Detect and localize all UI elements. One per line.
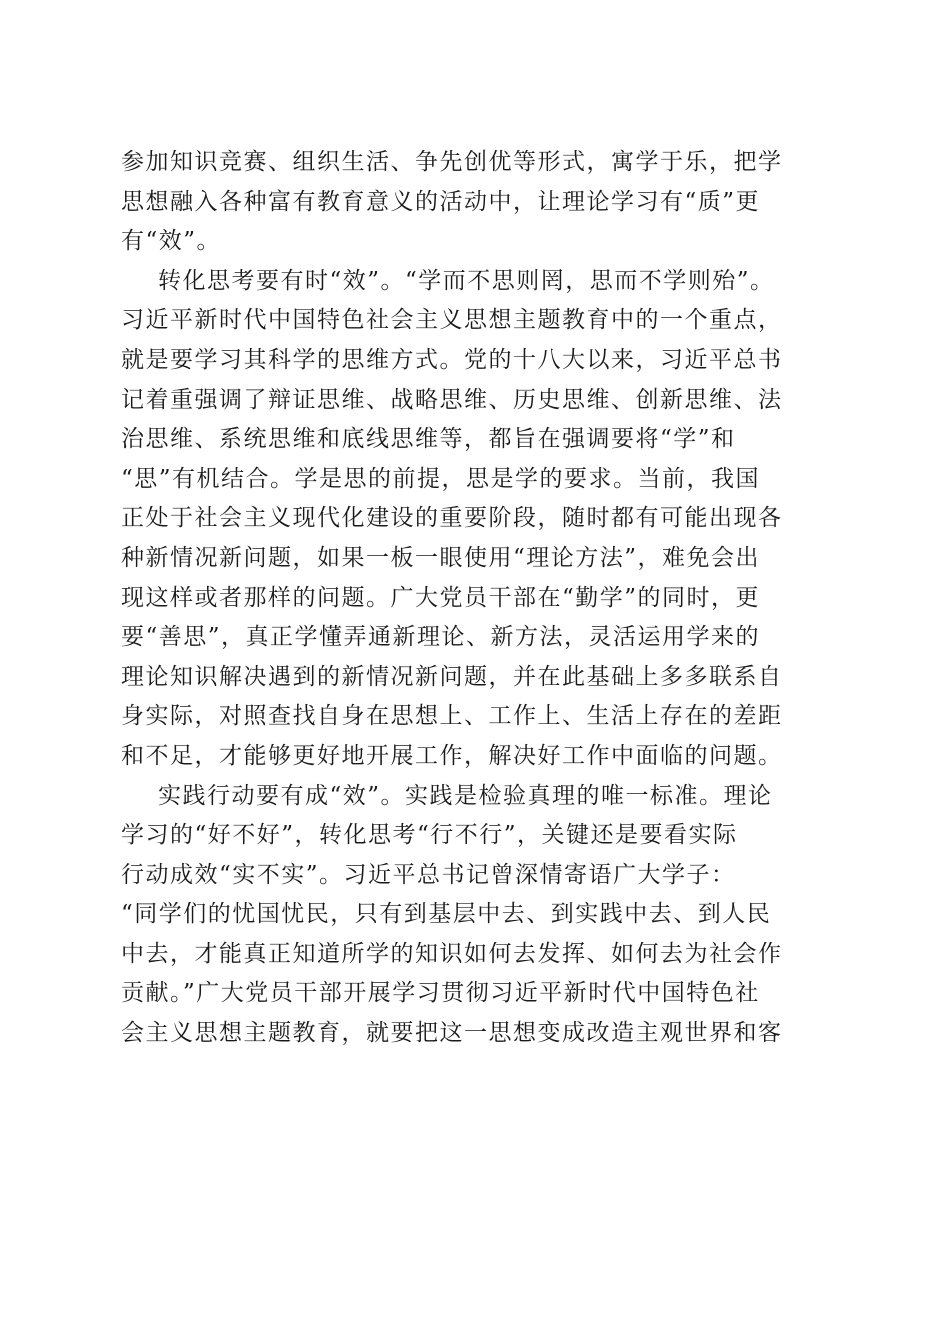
text-line: 现这样或者那样的问题。广大党员干部在“勤学”的同时，更 xyxy=(121,584,761,611)
body-text xyxy=(121,143,841,1054)
text-line: 理论知识解决遇到的新情况新问题，并在此基础上多多联系自 xyxy=(121,663,783,690)
text-line: 记着重强调了辩证思维、战略思维、历史思维、创新思维、法 xyxy=(121,386,783,413)
text-line: “思”有机结合。学是思的前提，思是学的要求。当前，我国 xyxy=(121,465,761,492)
text-line: 会主义思想主题教育，就要把这一思想变成改造主观世界和客 xyxy=(121,1020,783,1047)
text-line: 学习的“好不好”，转化思考“行不行”，关键还是要看实际 xyxy=(121,822,738,849)
text-line: 身实际，对照查找自身在思想上、工作上、生活上存在的差距 xyxy=(121,703,783,730)
text-line: 要“善思”，真正学懂弄通新理论、新方法，灵活运用学来的 xyxy=(121,624,761,651)
text-line: 有“效”。 xyxy=(121,228,222,255)
text-line: 种新情况新问题，如果一板一眼使用“理论方法”，难免会出 xyxy=(121,544,761,571)
paragraph-start-line: 转化思考要有时“效”。“学而不思则罔，思而不学则殆”。 xyxy=(158,267,775,294)
text-line: 就是要学习其科学的思维方式。党的十八大以来，习近平总书 xyxy=(121,346,783,373)
text-line: 行动成效“实不实”。习近平总书记曾深情寄语广大学子： xyxy=(121,861,736,888)
text-line: 贡献。”广大党员干部开展学习贯彻习近平新时代中国特色社 xyxy=(121,980,760,1007)
text-line: 中去，才能真正知道所学的知识如何去发挥、如何去为社会作 xyxy=(121,940,783,967)
text-line: 正处于社会主义现代化建设的重要阶段，随时都有可能出现各 xyxy=(121,505,783,532)
text-line: “同学们的忧国忧民，只有到基层中去、到实践中去、到人民 xyxy=(121,901,772,928)
text-line: 治思维、系统思维和底线思维等，都旨在强调要将“学”和 xyxy=(121,426,736,453)
paragraph-start-line: 实践行动要有成“效”。实践是检验真理的唯一标准。理论 xyxy=(158,782,773,809)
text-line: 和不足，才能够更好地开展工作，解决好工作中面临的问题。 xyxy=(121,742,783,769)
text-line: 思想融入各种富有教育意义的活动中，让理论学习有“质”更 xyxy=(121,188,761,215)
text-line: 参加知识竞赛、组织生活、争先创优等形式，寓学于乐，把学 xyxy=(121,149,783,175)
text-line: 习近平新时代中国特色社会主义思想主题教育中的一个重点， xyxy=(121,307,783,334)
